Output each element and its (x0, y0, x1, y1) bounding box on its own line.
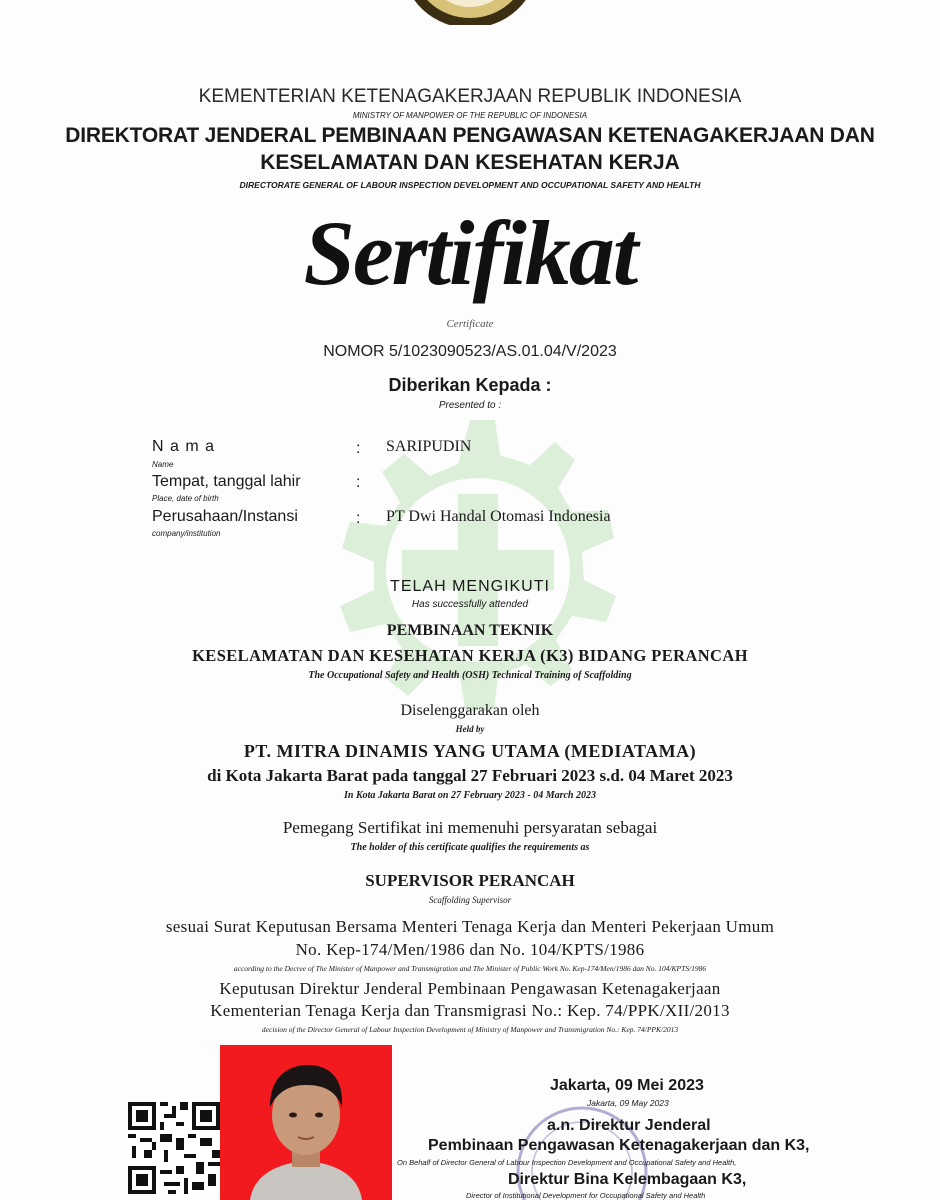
certificate-number: NOMOR 5/1023090523/AS.01.04/V/2023 (323, 343, 617, 360)
training-name-en: The Occupational Safety and Health (OSH) Technical Training of Scaffolding (308, 670, 632, 681)
qualification-role: SUPERVISOR PERANCAH (365, 871, 575, 890)
legal-basis-line-4: Kementerian Tenaga Kerja dan Transmigrasi No.: Kep. 74/PPK/XII/2013 (210, 1001, 730, 1020)
field-name-colon: : (356, 440, 361, 457)
directorate-name-en: DIRECTORATE GENERAL OF LABOUR INSPECTION DEVELOPMENT AND OCCUPATIONAL SAFETY AND HEALTH (239, 180, 701, 190)
training-place-date: di Kota Jakarta Barat pada tanggal 27 Februari 2023 s.d. 04 Maret 2023 (207, 766, 733, 785)
issue-place-date-en: Jakarta, 09 May 2023 (587, 1098, 669, 1108)
qualification-role-en: Scaffolding Supervisor (428, 895, 512, 905)
field-company-colon: : (356, 510, 361, 527)
certificate-title-en: Certificate (446, 318, 494, 330)
director-title: Direktur Bina Kelembagaan K3, (508, 1171, 747, 1188)
director-title-en: Director of Institutional Development for Occupational Safety and Health (466, 1191, 706, 1200)
field-name-label-en: Name (152, 460, 174, 469)
organizer-name: PT. MITRA DINAMIS YANG UTAMA (MEDIATAMA) (243, 741, 697, 761)
certificate-title: Sertifikat (303, 202, 637, 304)
signatory-title: Pembinaan Pengawasan Ketenagakerjaan dan K3, (428, 1137, 810, 1154)
field-company-value: PT Dwi Handal Otomasi Indonesia (386, 508, 611, 525)
directorate-line-2: KESELAMATAN DAN KESEHATAN KERJA (260, 151, 680, 174)
issue-place-date: Jakarta, 09 Mei 2023 (550, 1077, 704, 1094)
qualification-statement-en: The holder of this certificate qualifies the requirements as (350, 842, 590, 853)
held-by-label: Diselenggarakan oleh (400, 702, 540, 719)
qr-code-icon (128, 1102, 220, 1194)
legal-basis-line-1: sesuai Surat Keputusan Bersama Menteri Tenaga Kerja dan Menteri Pekerjaan Umum (165, 917, 775, 936)
legal-basis-line-4-en: decision of the Director General of Labour Inspection Development of Ministry of Manpower and Transmigration No.: Kep. 74/PPK/2013 (261, 1025, 679, 1034)
attended-label: TELAH MENGIKUTI (390, 578, 550, 595)
field-name-value: SARIPUDIN (386, 438, 472, 455)
presented-to-label: Diberikan Kepada : (388, 375, 552, 395)
holder-portrait-icon (220, 1045, 392, 1200)
ministry-name-en: MINISTRY OF MANPOWER OF THE REPUBLIC OF INDONESIA (352, 111, 588, 120)
qualification-statement: Pemegang Sertifikat ini memenuhi persyaratan sebagai (282, 818, 658, 837)
field-birth-label: Tempat, tanggal lahir (152, 473, 301, 490)
training-line-1: PEMBINAAN TEKNIK (386, 622, 554, 639)
legal-basis-line-2: No. Kep-174/Men/1986 dan No. 104/KPTS/1986 (295, 940, 645, 959)
legal-basis-line-3: Keputusan Direktur Jenderal Pembinaan Pengawasan Ketenagakerjaan (219, 979, 721, 998)
presented-to-label-en: Presented to : (438, 400, 502, 411)
legal-basis-line-2-en: according to the Decree of The Minister of Manpower and Transmigration and The Minister of Public Work No. Kep-174/Men/1986 dan No. 104/KPTS/1986 (233, 964, 707, 973)
field-name-label: N a m a (152, 438, 216, 455)
holder-photo (220, 1045, 392, 1200)
attended-label-en: Has successfully attended (411, 599, 529, 610)
signatory-on-behalf: a.n. Direktur Jenderal (547, 1117, 711, 1134)
held-by-label-en: Held by (455, 724, 485, 734)
field-birth-colon: : (356, 474, 361, 491)
field-birth-label-en: Place, date of birth (152, 494, 219, 503)
national-emblem-icon (400, 0, 540, 25)
directorate-line-1: DIREKTORAT JENDERAL PEMBINAAN PENGAWASAN KETENAGAKERJAAN DAN (65, 124, 875, 147)
field-company-label-en: company/institution (152, 529, 221, 538)
training-place-date-en: In Kota Jakarta Barat on 27 February 2023 - 04 March 2023 (344, 790, 596, 801)
training-line-2: KESELAMATAN DAN KESEHATAN KERJA (K3) BIDANG PERANCAH (192, 646, 748, 665)
field-company-label: Perusahaan/Instansi (152, 508, 298, 525)
signatory-title-en: On Behalf of Director General of Labour Inspection Development and Occupational Safety and Health, (397, 1158, 737, 1167)
k3-safety-cross-gear-icon (290, 410, 650, 740)
ministry-name: KEMENTERIAN KETENAGAKERJAAN REPUBLIK INDONESIA (198, 86, 742, 107)
